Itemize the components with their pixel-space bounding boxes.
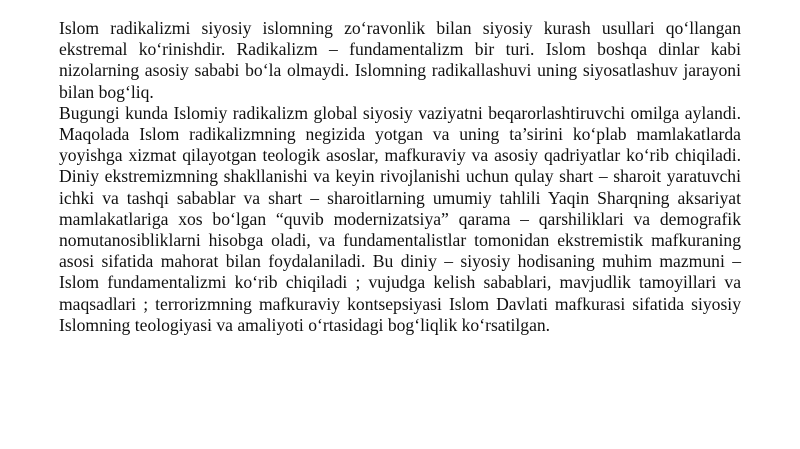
document-body bbox=[59, 18, 741, 336]
paragraph-introduction: Islom radikalizmi siyosiy islomning zo‘ravonlik bilan siyosiy kurash usullari qo‘llangan ekstremal ko‘rinishdir. Radikalizm – fundamentalizm bir turi. Islom boshqa dinlar kabi nizolarning asosiy sababi bo‘la olmaydi. Islomning radikallashuvi uning siyosatlashuv jarayoni bilan bog‘liq. bbox=[59, 18, 741, 102]
paragraph-main-text: Bugungi kunda Islomiy radikalizm global siyosiy vaziyatni beqarorlashtiruvchi omilga aylandi. Maqolada Islom radikalizmning negizida yotgan va uning ta’sirini ko‘plab mamlakatlarda yoyishga xizmat qilayotgan teologik asoslar, mafkuraviy va asosiy qadriyatlar ko‘rib chiqiladi. Diniy ekstremizmning shakllanishi va keyin rivojlanishi uchun qulay shart – sharoit yaratuvchi ichki va tashqi sabablar va shart – sharoitlarning umumiy tahlili Yaqin Sharqning aksariyat mamlakatlariga xos bo‘lgan “quvib modernizatsiya” qarama – qarshiliklari va demografik nomutanosibliklarni hisobga oladi, va fundamentalistlar tomonidan ekstremistik mafkuraning asosi sifatida mahorat bilan foydalaniladi. Bu diniy – siyosiy hodisaning muhim mazmuni – Islom fundamentalizmi ko‘rib chiqiladi ; vujudga kelish sabablari, mavjudlik tamoyillari va maqsadlari ; terrorizmning mafkuraviy kontsepsiyasi Islom Davlati mafkurasi sifatida siyosiy Islomning teologiyasi va amaliyoti o‘rtasidagi bog‘liqlik ko‘rsatilgan. bbox=[59, 102, 741, 335]
